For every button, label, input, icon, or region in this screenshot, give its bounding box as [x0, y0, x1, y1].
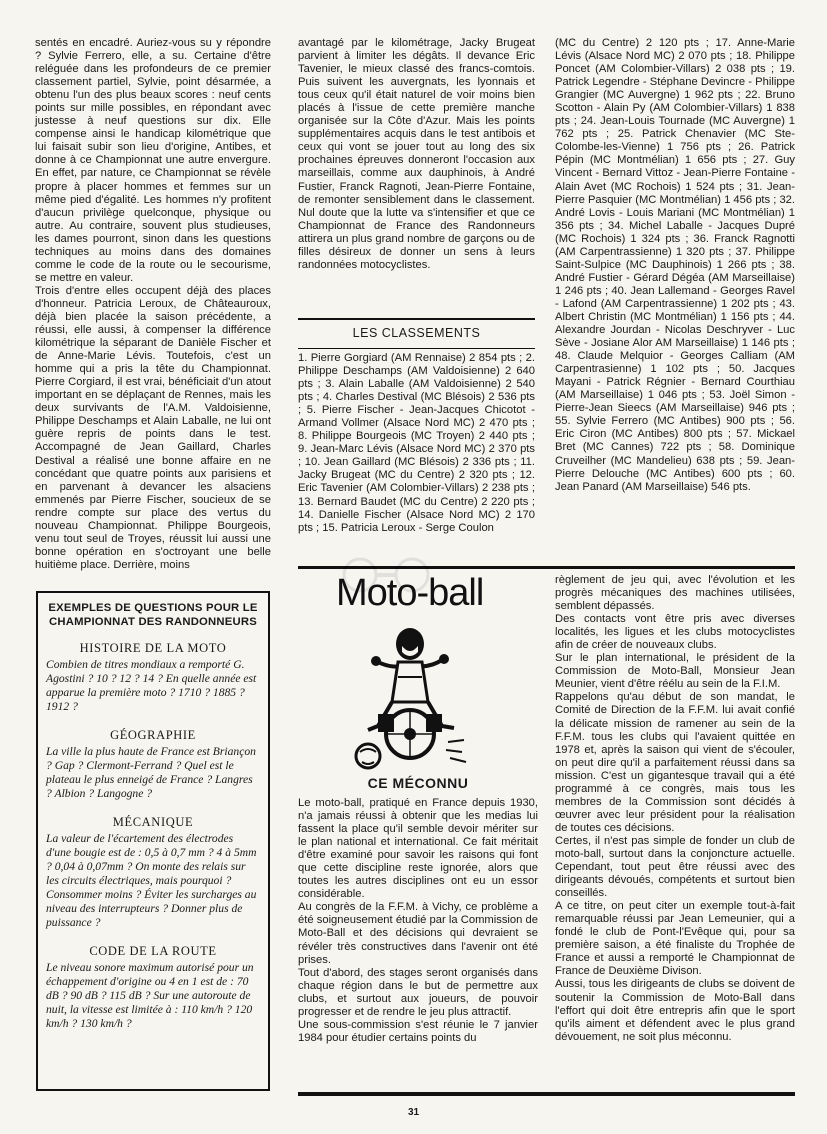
question-section-heading: HISTOIRE DE LA MOTO — [79, 641, 227, 655]
article-paragraph: Certes, il n'est pas simple de fonder un club de moto-ball, surtout dans la conjoncture actuelle. Cependant, tout peut être réussi avec des dirigeants dévoués, compétents et surtout bien conseillés. — [555, 834, 795, 900]
question-section — [46, 641, 260, 714]
article-paragraph: Aussi, tous les dirigeants de clubs se doivent de soutenir la Commission de Moto-Ball dans l'effort qui doit être entrepris afin que le sport qu'ils aiment et défendent avec le plus grand dévouement, ne soit plus méconnu. — [555, 978, 795, 1043]
question-section — [46, 944, 260, 1031]
article-paragraph: règlement de jeu qui, avec l'évolution et les progrès mécaniques des machines utilisées, semblent dépassés. — [555, 574, 795, 613]
question-section-text: Le niveau sonore maximum autorisé pour un échappement d'origine ou 4 en 1 est de : 70 dB ? 90 dB ? 115 dB ? Sur une autoroute de nuit, la vitesse est limitée à : 110 km/h ? 120 km/h ? 130 km/h ? — [46, 961, 254, 1030]
question-section-text: La valeur de l'écartement des électrodes d'une bougie est de : 0,5 à 0,7 mm ? 4 à 5mm ? 0,04 à 0,07mm ? On monte des relais sur les circuits électriques, mais pourquoi ? Consommer moins ? Éviter les surcharges au niveau des interrupteurs ? Donner plus de puissance ? — [46, 832, 257, 929]
article-paragraph: Une sous-commission s'est réunie le 7 janvier 1984 pour étudier certains points du — [298, 1018, 538, 1044]
article-paragraph: Rappelons qu'au début de son mandat, le Comité de Direction de la F.F.M. lui avait confié la délicate mission de ramener au sein de la F.F.M. tous les clubs qui l'avaient quittée en 1978 et, après la saison qui vient de s'écouler, on peut dire qu'il a parfaitement réussi dans sa mission. C'est un gigantesque travail qui a été programmé à ce congrès, mais tous les membres de la Commission sont décidés à œuvrer avec leur président pour la réalisation de toutes ces décisions. — [555, 691, 795, 834]
article-paragraph: Au congrès de la F.F.M. à Vichy, ce problème a été soigneusement étudié par la Commission de Moto-Ball et des décisions qui devraient se révéler très constructives dans l'avenir ont été prises. — [298, 901, 538, 966]
page-number: 31 — [407, 1107, 420, 1118]
question-section-heading: GÉOGRAPHIE — [110, 728, 196, 742]
questions-box-title: EXEMPLES DE QUESTIONS POUR LE CHAMPIONNAT DES RANDONNEURS — [48, 602, 258, 628]
article-column-1 — [35, 37, 271, 572]
article-paragraph: Sur le plan international, le président de la Commission de Moto-Ball, Monsieur Jean Meunier, vient d'être réélu au sein de la F.I.M. — [555, 652, 795, 691]
article-paragraph: Le moto-ball, pratiqué en France depuis 1930, n'a jamais réussi à obtenir que les medias lui fassent la place qu'il semble devoir mériter sur le plan national et international. Ce fait méritait d'être examiné pour savoir les raisons qui font que cette discipline reste ignorée, alors que toutes les autres disciplines ont eu un essor considérable. — [298, 797, 538, 901]
question-section — [46, 728, 260, 801]
article-paragraph: avantagé par le kilométrage, Jacky Brugeat parvient à limiter les dégâts. Il devance Eric Tavenier, le mieux classé des francs-comtois. Puis suivent les auvergnats, les lyonnais et tous ceux qu'il était naturel de voir moins bien placés à l'issue de cette première manche organisée sur la Côte d'Azur. Mais les points supplémentaires acquis dans le test antibois et ceux qui vont se jouer tout au long des six prochaines épreuves donneront l'occasion aux marseillais, comme aux dauphinois, à André Fustier, Franck Ragnoti, Jean-Pierre Fontaine, de remonter sensiblement dans le classement. Nul doute que la lutte va s'intensifier et que ce Championnat de France des Randonneurs attirera un plus grand nombre de garçons ou de filles désireux de donner un sens à leurs randonnées motocyclistes. — [298, 37, 535, 271]
motoball-column-right — [555, 574, 795, 1044]
bottom-rule — [298, 1092, 795, 1096]
motoball-rider-cartoon-icon — [338, 622, 478, 772]
question-section-heading: MÉCANIQUE — [112, 815, 194, 829]
classements-list-part-1 — [298, 352, 535, 535]
article-paragraph: Trois d'entre elles occupent déjà des places d'honneur. Patricia Leroux, de Châteauroux, déjà bien placée la saison précédente, a réussi, elle aussi, à compenser la différence kilométrique la séparant de Danièle Fischer et de Anne-Marie Lévis. Toutefois, c'est un homme qui a pris la tête du Championnat. Pierre Corgiard, il est vrai, bénéficiait d'un atout important en se déplaçant de Rennes, mais les deux survivants de l'A.M. Valdoisienne, Philippe Deschamps et Alain Laballe, ne lui ont guère repris de points dans le test. Accompagné de Jean Gaillard, Charles Destival a réalisé une bonne affaire en ne concédant que quatre points aux parisiens et en parvenant à devancer les alsaciens emmenés par Pierre Fischer, soucieux de se rendre compte sur place des vertus du nouveau Championnat. Philippe Bourgeois, venu tout seul de Troyes, réussit lui aussi une bonne opération en s'octroyant une belle huitième place. Derrière, moins — [35, 284, 271, 571]
question-section-text: Combien de titres mondiaux a remporté G. Agostini ? 10 ? 12 ? 14 ? En quelle année est apparue la première moto ? 1710 ? 1885 ? 1912 ? — [46, 658, 257, 713]
article-paragraph: A ce titre, on peut citer un exemple tout-à-fait remarquable réussi par Jean Lemeunier, qui a fondé le club de Pont-l'Evêque qui, pour sa première saison, a été finaliste du Trophée de France et aussi a remporté le Championnat de France de Deuxième Divison. — [555, 900, 795, 978]
question-section-text: La ville la plus haute de France est Briançon ? Gap ? Clermont-Ferrand ? Quel est le plateau le plus enneigé de France ? Langres ? Albion ? Langogne ? — [46, 745, 256, 800]
article-column-2 — [298, 37, 535, 272]
article-paragraph: Tout d'abord, des stages seront organisés dans chaque région dans le but de permettre aux clubs, et surtout aux joueurs, de pouvoir progresser et de rendre le jeu plus attractif. — [298, 966, 538, 1018]
classements-heading: LES CLASSEMENTS — [298, 318, 535, 349]
classements-text: 1. Pierre Gorgiard (AM Rennaise) 2 854 pts ; 2. Philippe Deschamps (AM Valdoisienne) 2 640 pts ; 3. Alain Laballe (AM Valdoisienne) 2 540 pts ; 4. Charles Destival (MC Blésois) 2 536 pts ; 5. Pierre Fischer - Jean-Jacques Chicotot - Armand Vollmer (Alsace Nord MC) 2 470 pts ; 8. Philippe Bourgeois (MC Troyen) 2 440 pts ; 9. Jean-Marc Lévis (Alsace Nord MC) 2 370 pts ; 10. Jean Gaillard (MC Blésois) 2 336 pts ; 11. Jacky Brugeat (MC du Centre) 2 320 pts ; 12. Eric Tavenier (AM Colombier-Villars) 2 238 pts ; 13. Bernard Baudet (MC du Centre) 2 220 pts ; 14. Danielle Fischer (Alsace Nord MC) 2 170 pts ; 15. Patricia Leroux - Serge Coulon — [298, 352, 535, 534]
question-section — [46, 815, 260, 930]
motoball-subtitle: CE MÉCONNU — [367, 775, 469, 791]
motoball-title: Moto-ball — [336, 572, 484, 614]
classements-text: (MC du Centre) 2 120 pts ; 17. Anne-Marie Lévis (Alsace Nord MC) 2 070 pts ; 18. Philippe Poncet (AM Colombier-Villars) 2 038 pts ; 19. Patrick Legendre - Stéphane Devincre - Philippe Grangier (MC Auvergne) 1 962 pts ; 22. Bruno Scotton - Alain Py (AM Colombier-Villars) 1 838 pts ; 24. Jean-Louis Tournade (MC Auvergne) 1 762 pts ; 25. Patrick Chenavier (MC Ste-Colombe-les-Vienne) 1 756 pts ; 26. Patrick Pépin (MC Montmélian) 1 656 pts ; 27. Guy Vincent - Bernard Vittoz - Jean-Pierre Fontaine - Alain Avet (MC Rochois) 1 524 pts ; 31. Jean-Pierre Pasquier (MC Montmélian) 1 456 pts ; 32. André Lovis - Louis Mariani (MC Montmélian) 1 356 pts ; 34. Michel Laballe - Jacques Dupré (MC Rochois) 1 324 pts ; 36. Franck Ragnotti (AM Carpentrassienne) 1 320 pts ; 37. Philippe Saint-Sulpice (MC Dauphinois) 1 266 pts ; 38. André Fustier - Gérard Dégéa (AM Marseillaise) 1 246 pts ; 40. Jean Lallemand - Georges Ravel - Lafond (AM Carpentrassienne) 1 202 pts ; 43. Albert Christin (MC Montmélian) 1 156 pts ; 44. Alexandre Jourdan - Nicolas Deschryver - Luc Sève - Josiane Alor AM Marseillaise) 1 146 pts ; 48. Claude Melquior - Georges Calliam (AM Carpentrasienne) 1 102 pts ; 50. Jacques Mayani - Patrick Régnier - Bernard Courthiau (AM Marseillaise) 1 046 pts ; 53. Joël Simon - Pierre-Jean Sieecs (AM Marseillaise) 946 pts ; 55. Sylvie Ferrero (MC Antibes) 900 pts ; 56. Eric Ciron (MC Antibes) 800 pts ; 57. Mickael Bret (MC Cannes) 722 pts ; 58. Dominique Cruveilher (MC Mandelieu) 638 pts ; 59. Jean-Pierre Delouche (MC Antibes) 600 pts ; 60. Jean Panard (AM Marseillaise) 546 pts. — [555, 37, 796, 493]
article-paragraph: sentés en encadré. Auriez-vous su y répondre ? Sylvie Ferrero, elle, a su. Certaine d'être reléguée dans les profondeurs de ce premier classement partiel, Sylvie, point désarmée, a obtenu l'un des plus beaux scores : neuf cents points sur mille possibles, en répondant avec justesse à neuf questions sur dix. Elle compense ainsi le handicap kilométrique que lui faisait subir son lieu d'origine, Antibes, et donne à ce Championnat une autre envergure. En effet, par nature, ce Championnat se révèle propre à placer hommes et femmes sur un même pied d'égalité. Les hommes n'y profitent d'aucun privilège quelconque, physique ou autre. Au contraire, souvent plus studieuses, les dames pourront, sinon dans les questions techniques au moins dans des domaines comme le code de la route ou le secourisme, se mettre en valeur. — [35, 37, 271, 284]
questions-box — [36, 591, 270, 1091]
motoball-column-left — [298, 797, 538, 1045]
article-paragraph: Des contacts vont être pris avec diverses localités, les ligues et les clubs motocyclistes afin de créer de nouveaux clubs. — [555, 613, 795, 652]
classements-list-part-2 — [555, 37, 795, 494]
question-section-heading: CODE DE LA ROUTE — [89, 944, 217, 958]
